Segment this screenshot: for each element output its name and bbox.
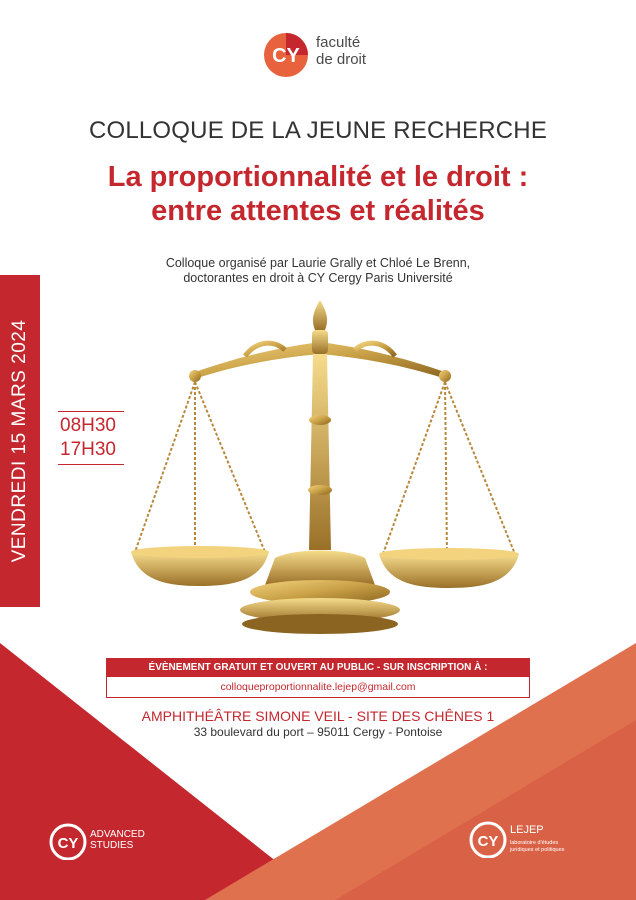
scales-of-justice-illustration	[125, 300, 525, 640]
lejep-logo	[468, 818, 608, 870]
organizers-line1: Colloque organisé par Laurie Grally et Chloé Le Brenn,	[165, 256, 471, 270]
svg-text:CY: CY	[477, 833, 499, 850]
registration-email-link[interactable]: colloqueproportionnalite.lejep@gmail.com	[220, 681, 416, 693]
advanced-studies-text	[90, 829, 145, 851]
lejep-subtitle	[510, 840, 564, 854]
event-kicker: COLLOQUE DE LA JEUNE RECHERCHE	[88, 117, 548, 144]
venue-name: AMPHITHÉÂTRE SIMONE VEIL - SITE DES CHÊNES 1	[141, 708, 495, 724]
cy-logo-icon	[468, 818, 508, 858]
organizers-line2: doctorantes en droit à CY Cergy Paris Université	[183, 271, 453, 285]
title-line1: La proportionnalité et le droit :	[107, 161, 529, 193]
advanced-line2: STUDIES	[90, 840, 134, 851]
registration-box	[106, 658, 530, 698]
hours-rule-bottom	[58, 464, 124, 465]
event-hours	[58, 411, 124, 465]
logo-text-line1: faculté	[316, 34, 361, 51]
cy-logo-icon	[48, 820, 88, 860]
end-time: 17H30	[60, 439, 116, 460]
svg-text:CY: CY	[57, 835, 79, 852]
faculty-logo-text	[316, 34, 366, 68]
lejep-name: LEJEP	[510, 824, 544, 836]
faculty-logo	[262, 28, 392, 88]
organizers-text	[0, 256, 636, 286]
logo-text-line2: de droit	[316, 51, 367, 68]
lejep-sub-line2: juridiques et politiques	[510, 847, 565, 853]
advanced-studies-logo	[48, 820, 178, 868]
event-date: VENDREDI 15 MARS 2024	[9, 319, 30, 563]
venue-address: 33 boulevard du port – 95011 Cergy - Pontoise	[193, 725, 443, 739]
cy-logo-icon	[262, 28, 314, 80]
event-title	[0, 160, 636, 228]
lejep-sub-line1: laboratoire d'études	[510, 840, 559, 846]
start-time: 08H30	[60, 415, 116, 436]
registration-heading: ÉVÈNEMENT GRATUIT ET OUVERT AU PUBLIC - SUR INSCRIPTION À :	[107, 659, 529, 677]
title-line2: entre attentes et réalités	[151, 195, 485, 227]
advanced-line1: ADVANCED	[90, 829, 145, 840]
svg-text:CY: CY	[272, 45, 300, 67]
